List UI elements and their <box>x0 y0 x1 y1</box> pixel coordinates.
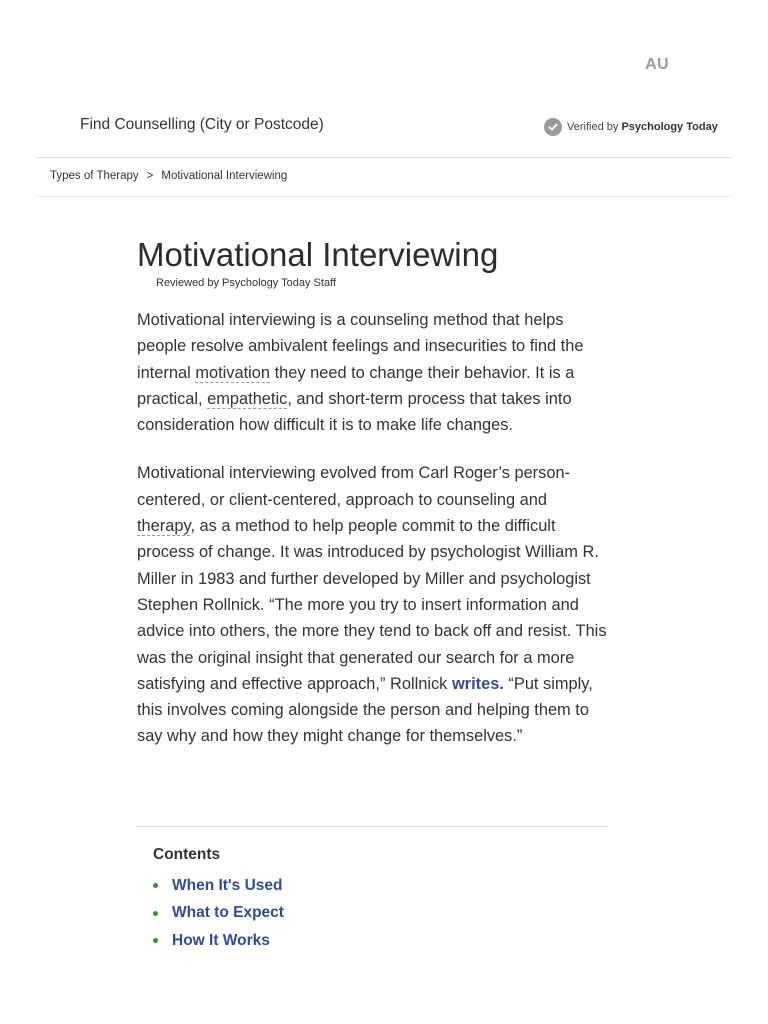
contents-item-when-its-used[interactable] <box>153 872 284 900</box>
region-selector-au[interactable]: AU <box>645 56 669 73</box>
reviewed-by: Reviewed by Psychology Today Staff <box>156 277 336 289</box>
history-text-2: , as a method to help people commit to the difficult process of change. It was introduced by psychologist William R. Miller in 1983 and further developed by Miller and psychologist Stephen Rollnick. “The more you try to insert information and advice into others, the more they tend to back off and resist. This was the original insight that generated our search for a more satisfying and effective approach,” Rollnick <box>137 517 607 693</box>
bullet-dot-icon <box>153 883 158 888</box>
writes-link[interactable]: writes. <box>451 674 504 693</box>
verified-badge <box>544 118 718 136</box>
contents-list <box>153 872 284 955</box>
contents-item-label: What to Expect <box>172 904 284 922</box>
article-body <box>137 307 607 772</box>
breadcrumb-divider <box>35 196 733 197</box>
page-title: Motivational Interviewing <box>137 236 499 273</box>
breadcrumb-types-of-therapy[interactable]: Types of Therapy <box>50 170 139 182</box>
contents-heading: Contents <box>153 846 221 863</box>
intro-paragraph <box>137 307 607 438</box>
contents-item-what-to-expect[interactable] <box>153 900 284 928</box>
verified-prefix: Verified by <box>567 121 619 133</box>
intro-text-3: , and short-term process that takes into consideration how difficult it is to make life changes. <box>137 389 572 435</box>
breadcrumb-motivational-interviewing[interactable]: Motivational Interviewing <box>161 170 288 182</box>
contents-item-label: When It's Used <box>172 876 283 894</box>
contents-divider <box>137 826 607 827</box>
bullet-dot-icon <box>153 911 158 916</box>
verified-by-name: Psychology Today <box>621 121 718 133</box>
contents-item-label: How It Works <box>172 931 270 949</box>
motivation-link[interactable]: motivation <box>195 363 271 382</box>
history-text-3: “Put simply, this involves coming alongside the person and helping them to say why and how they might change for themselves.” <box>137 674 593 746</box>
breadcrumb-separator: > <box>146 170 154 182</box>
history-paragraph <box>137 460 607 749</box>
intro-text-1: Motivational interviewing is a counseling method that helps people resolve ambivalent feelings and insecurities to find the internal <box>137 311 584 382</box>
therapy-link[interactable]: therapy <box>137 517 191 536</box>
bullet-dot-icon <box>153 938 158 943</box>
header-divider <box>35 157 733 158</box>
intro-text-2: they need to change their behavior. It is a practical, <box>137 363 575 408</box>
find-counselling-link[interactable]: Find Counselling (City or Postcode) <box>80 116 324 133</box>
breadcrumb <box>50 170 287 182</box>
contents-item-how-it-works[interactable] <box>153 927 284 955</box>
check-circle-icon <box>544 118 562 136</box>
history-text-1: Motivational interviewing evolved from Carl Roger’s person-centered, or client-centered, approach to counseling and <box>137 464 571 509</box>
empathetic-link[interactable]: empathetic <box>207 389 288 408</box>
